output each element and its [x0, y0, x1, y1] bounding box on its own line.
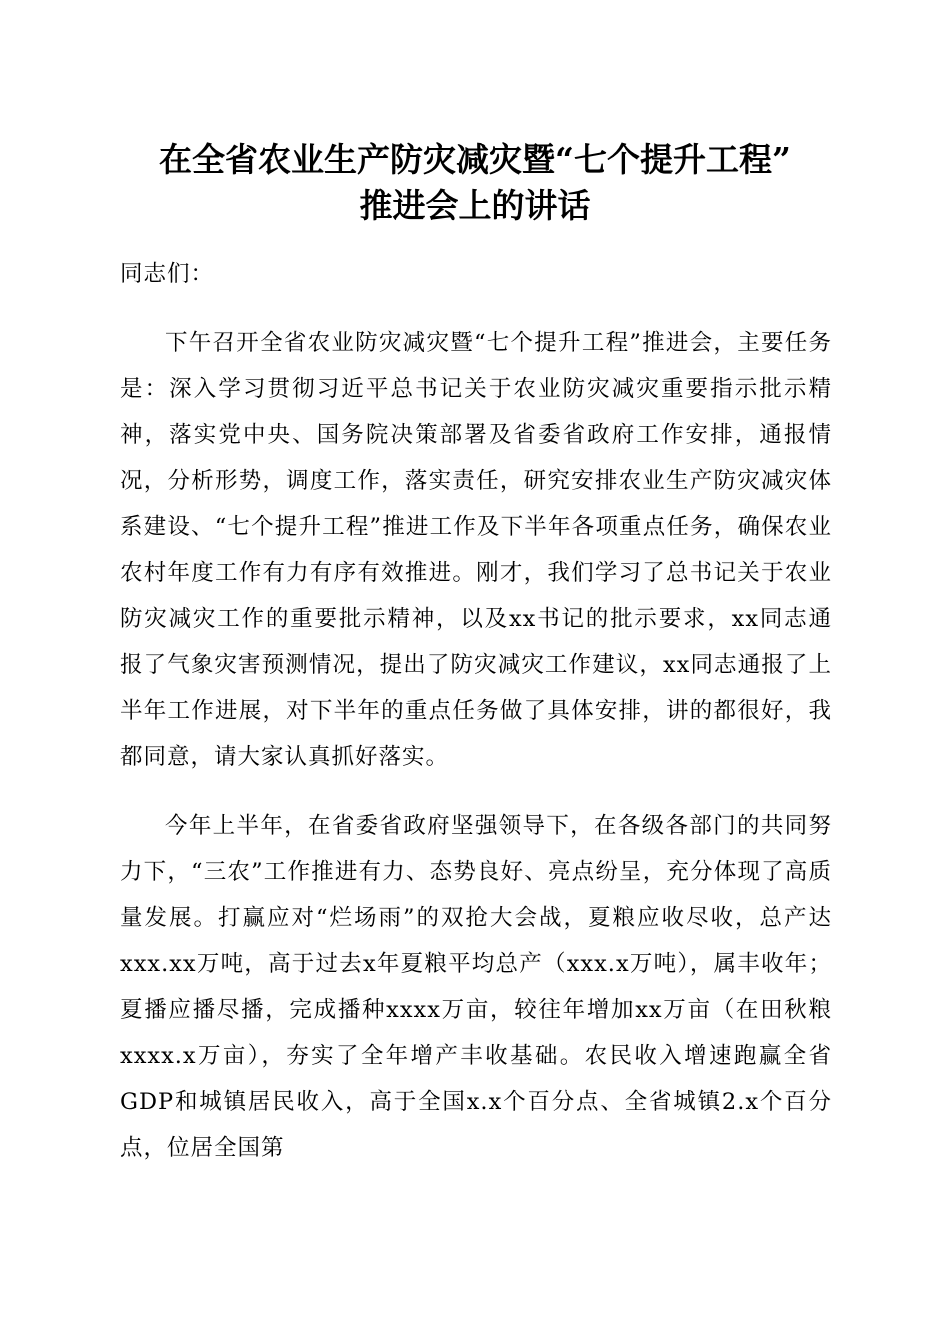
paragraph-1: 下午召开全省农业防灾减灾暨“七个提升工程”推进会，主要任务是：深入学习贯彻习近平总书记关于农业防灾减灾重要指示批示精神，落实党中央、国务院决策部署及省委省政府工作安排，通报情况，分析形势，调度工作，落实责任，研究安排农业生产防灾减灾体系建设、“七个提升工程”推进工作及下半年各项重点任务，确保农业农村年度工作有力有序有效推进。刚才，我们学习了总书记关于农业防灾减灾工作的重要批示精神，以及xx书记的批示要求，xx同志通报了气象灾害预测情况，提出了防灾减灾工作建议，xx同志通报了上半年工作进展，对下半年的重点任务做了具体安排，讲的都很好，我都同意，请大家认真抓好落实。: [120, 330, 832, 770]
document-title-line-1: 在全省农业生产防灾减灾暨“七个提升工程”: [159, 140, 791, 179]
document-title-line-2: 推进会上的讲话: [359, 186, 591, 225]
paragraph-2: 今年上半年，在省委省政府坚强领导下，在各级各部门的共同努力下，“三农”工作推进有力、态势良好、亮点纷呈，充分体现了高质量发展。打赢应对“烂场雨”的双抢大会战，夏粮应收尽收，总产达xxx.xx万吨，高于过去x年夏粮平均总产（xxx.x万吨），属丰收年；夏播应播尽播，完成播种xxxx万亩，较往年增加xx万亩（在田秋粮xxxx.x万亩），夯实了全年增产丰收基础。农民收入增速跑赢全省GDP和城镇居民收入，高于全国x.x个百分点、全省城镇2.x个百分点，位居全国第: [120, 813, 832, 1161]
salutation: 同志们：: [120, 261, 215, 287]
